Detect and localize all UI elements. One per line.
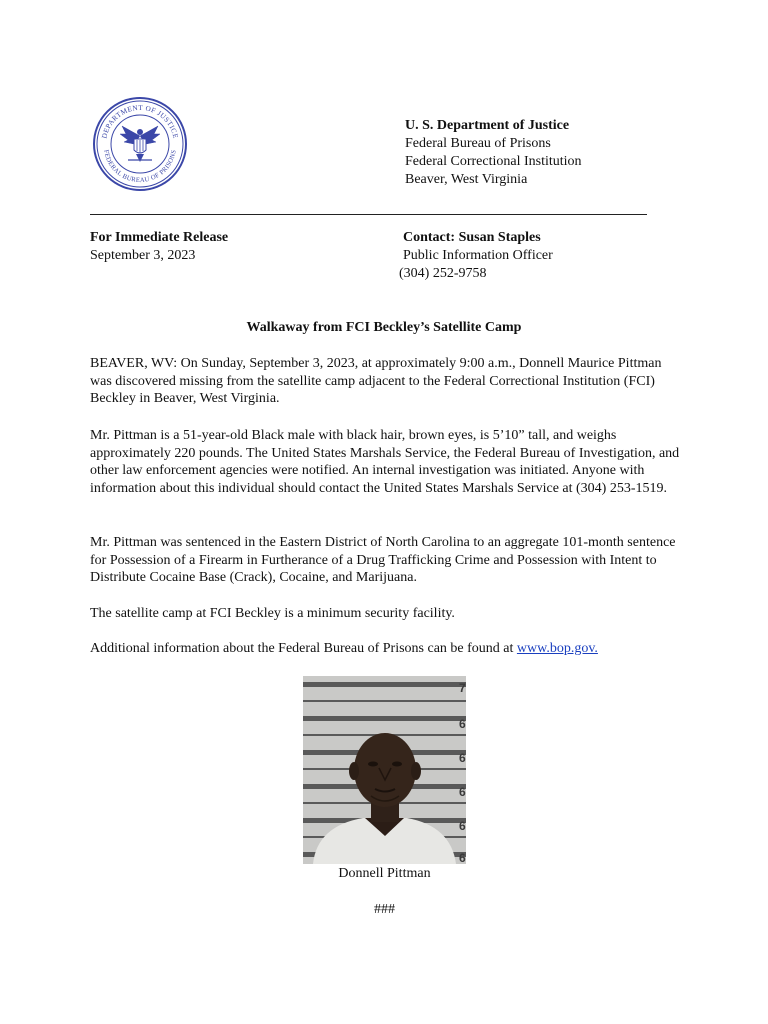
paragraph-sentence: Mr. Pittman was sentenced in the Eastern District of North Carolina to an aggregate 101-month sentence for Possession of a Firearm in Furtherance of a Drug Trafficking Crime and Possession with Intent to Distribute Cocaine Base (Crack), Cocaine, and Marijuana. — [90, 535, 676, 586]
release-date: September 3, 2023 — [90, 248, 196, 263]
paragraph-additional-info — [90, 640, 680, 658]
release-label: For Immediate Release — [90, 230, 229, 245]
height-mark-2: 6 — [459, 751, 466, 765]
photo-caption: Donnell Pittman — [338, 866, 431, 881]
height-mark-1: 6 — [459, 717, 466, 731]
additional-info-text: Additional information about the Federal Bureau of Prisons can be found at — [90, 641, 517, 656]
contact-phone: (304) 252-9758 — [399, 266, 487, 281]
doj-bop-seal — [92, 96, 188, 192]
agency-institution: Federal Correctional Institution — [405, 154, 582, 169]
agency-location: Beaver, West Virginia — [405, 172, 528, 187]
header-divider — [90, 214, 647, 215]
height-mark-0: 7 — [459, 681, 466, 695]
agency-department: U. S. Department of Justice — [405, 118, 570, 133]
height-mark-5: 6 — [459, 851, 466, 864]
press-release-title: Walkaway from FCI Beckley’s Satellite Camp — [246, 320, 522, 335]
agency-bureau: Federal Bureau of Prisons — [405, 136, 551, 151]
paragraph-description: Mr. Pittman is a 51-year-old Black male with black hair, brown eyes, is 5’10” tall, and weighs approximately 220 pounds. The United States Marshals Service, the Federal Bureau of Investigation, and other law enforcement agencies were notified. An internal investigation was initiated. Anyone with information about this individual should contact the United States Marshals Service at (304) 253-1519. — [90, 428, 680, 496]
mugshot-photo — [303, 676, 466, 864]
end-mark: ### — [374, 902, 395, 917]
seal-bottom-text: FEDERAL BUREAU OF PRISONS — [102, 149, 178, 185]
height-mark-4: 6 — [459, 819, 466, 833]
contact-role: Public Information Officer — [403, 248, 553, 263]
release-info — [90, 229, 228, 265]
bop-website-link[interactable]: www.bop.gov. — [516, 641, 598, 656]
height-mark-3: 6 — [459, 785, 466, 799]
paragraph-facility: The satellite camp at FCI Beckley is a minimum security facility. — [90, 606, 455, 621]
agency-header — [405, 117, 582, 189]
seal-top-text: DEPARTMENT OF JUSTICE — [100, 103, 180, 140]
contact-info — [399, 229, 553, 283]
contact-name: Contact: Susan Staples — [403, 230, 541, 245]
paragraph-incident: BEAVER, WV: On Sunday, September 3, 2023, at approximately 9:00 a.m., Donnell Maurice Pittman was discovered missing from the satellite camp adjacent to the Federal Correctional Institution (FCI) Beckley in Beaver, West Virginia. — [90, 356, 662, 407]
